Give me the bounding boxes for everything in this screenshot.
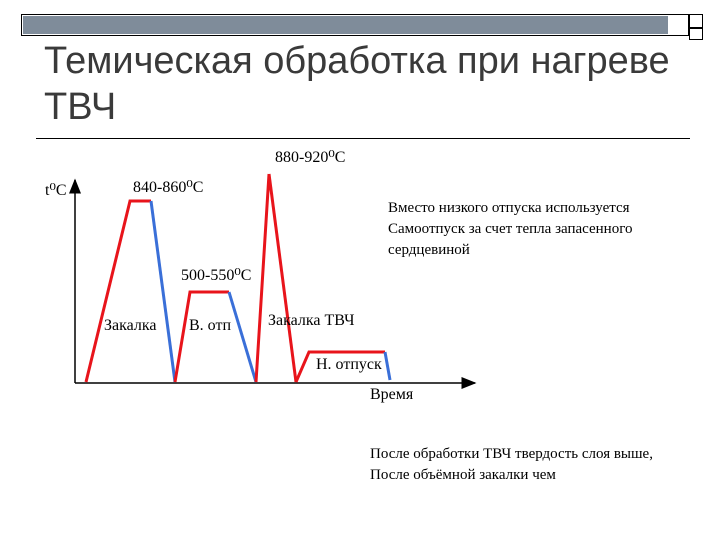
- hf-hardening-heating-line: [256, 174, 269, 382]
- stage-label-hardening: Закалка: [104, 317, 157, 334]
- comparison-note: [370, 444, 653, 486]
- temp-label-tempering: 500-550⁰C: [181, 267, 252, 284]
- hardening-heating-line: [86, 201, 151, 382]
- self-tempering-note-line: Вместо низкого отпуска используется: [388, 200, 630, 216]
- stage-label-high-tempering: В. отп: [189, 317, 232, 334]
- low-tempering-cooling-line: [385, 352, 390, 380]
- high-tempering-heating-line: [175, 292, 232, 382]
- self-tempering-note: [388, 198, 632, 261]
- comparison-note-line: После объёмной закалки чем: [370, 467, 556, 483]
- self-tempering-note-line: сердцевиной: [388, 242, 470, 258]
- hardening-cooling-line: [151, 201, 175, 382]
- temp-label-high: 880-920⁰C: [275, 149, 346, 166]
- self-tempering-note-line: Самоотпуск за счет тепла запасенного: [388, 221, 633, 237]
- comparison-note-line: После обработки ТВЧ твердость слоя выше,: [370, 446, 653, 462]
- stage-label-low-tempering: Н. отпуск: [316, 356, 382, 373]
- stage-label-hf-hardening: Закалка ТВЧ: [268, 312, 355, 329]
- temp-label-hardening: 840-860⁰C: [133, 179, 204, 196]
- hf-hardening-cooling-line: [269, 174, 296, 382]
- y-axis-label: t⁰C: [45, 182, 67, 199]
- slide-title: Темическая обработка при нагреве ТВЧ: [44, 40, 670, 128]
- high-tempering-cooling-line: [229, 292, 256, 382]
- x-axis-label: Время: [370, 386, 414, 403]
